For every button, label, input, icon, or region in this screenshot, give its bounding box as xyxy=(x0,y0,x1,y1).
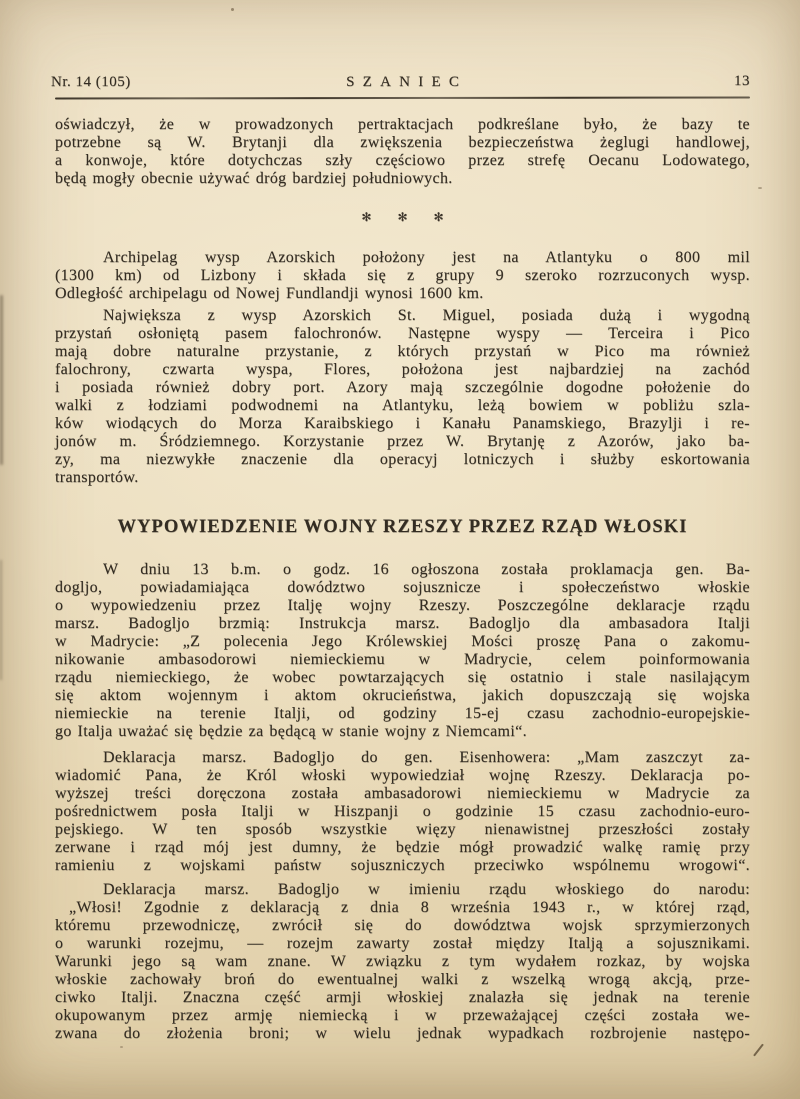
text-line: jonów m. Śródziemnego. Korzystanie przez W. Brytanję z Azorów, jako ba- xyxy=(55,433,750,450)
text-line: Deklaracja marsz. Badogljo do gen. Eisenhowera: „Mam zaszczyt za- xyxy=(103,749,750,766)
scan-smudge xyxy=(0,295,3,465)
header-rule xyxy=(55,97,750,100)
text-line: o warunki rozejmu, — rozejm zawarty został między Italją a sojusznikami. xyxy=(55,935,750,952)
page-content xyxy=(51,0,750,1043)
text-line: (1300 km) od Lizbony i składa się z grupy 9 szeroko rozrzuconych wysp. xyxy=(55,267,750,284)
text-line: wyższej treści doręczona została ambasadorowi niemieckiemu w Madrycie za xyxy=(55,785,750,802)
text-line: Największa z wysp Azorskich St. Miguel, posiada dużą i wygodną xyxy=(103,307,750,324)
text-line: Archipelag wysp Azorskich położony jest na Atlantyku o 800 mil xyxy=(103,249,750,266)
text-line: ków wiodących do Morza Karaibskiego i Kanału Panamskiego, Brazylji i re- xyxy=(55,415,750,432)
text-line: Deklaracja marsz. Badogljo w imieniu rządu włoskiego do narodu: xyxy=(103,881,750,898)
text-line: zwana do złożenia broni; w wielu jednak wypadkach rozbrojenie następo- xyxy=(55,1025,750,1042)
paper-speck xyxy=(758,187,762,189)
text-line: któremu przewodniczę, zwrócił się do dowództwa wojsk sprzymierzonych xyxy=(55,917,750,934)
text-line: dogljo, powiadamiająca dowództwo sojusznicze i społeczeństwo włoskie xyxy=(55,579,750,596)
body-paragraph xyxy=(55,899,750,1043)
text-line: okupowanym przez armję niemiecką i w przeważającej części została we- xyxy=(55,1007,750,1024)
text-line: nikowanie ambasodorowi niemieckiemu w Madrycie, celem poinformowania xyxy=(55,651,750,668)
body-paragraph xyxy=(55,116,750,188)
article-body xyxy=(55,116,750,1043)
issue-number: Nr. 14 (105) xyxy=(51,74,131,90)
text-line: mają dobre naturalne przystanie, z których przystań w Pico ma również xyxy=(55,343,750,360)
text-line: Warunki jego są wam znane. W związku z tym wydałem rozkaz, by wojska xyxy=(55,953,750,970)
text-line: falochrony, czwarta wyspa, Flores, położona jest najbardziej na zachód xyxy=(55,361,750,378)
text-line: ramieniu z wojskami państw sojuszniczych przeciwko wspólnemu wrogowi“. xyxy=(55,857,750,874)
text-line: rządu niemieckiego, że wobec powtarzających się ostatnio i stale nasilającym xyxy=(55,669,750,686)
text-line: przystań osłoniętą pasem falochronów. Następne wyspy — Terceira i Pico xyxy=(55,325,750,342)
pen-mark xyxy=(753,1043,764,1056)
text-line: wiadomić Pana, że Król włoski wypowiedział wojnę Rzeszy. Deklaracja po- xyxy=(55,767,750,784)
text-line: niemieckie na terenie Italji, od godziny 15-ej czasu zachodnio-europejskie- xyxy=(55,705,750,722)
text-line: o wypowiedzeniu przez Italję wojny Rzeszy. Poszczególne deklaracje rządu xyxy=(55,597,750,614)
asterisk-icon: ✻ xyxy=(433,210,444,224)
text-line: ciwko Italji. Znaczna część armji włoskiej znalazła się jednak na terenie xyxy=(55,989,750,1006)
text-line: oświadczył, że w prowadzonych pertraktacjach podkreślane było, że bazy te xyxy=(55,116,750,133)
text-line: i posiada również dobry port. Azory mają szczególnie dogodne położenie do xyxy=(55,379,750,396)
text-line: Odległość archipelagu od Nowej Fundlandji wynosi 1600 km. xyxy=(55,285,484,302)
body-paragraph xyxy=(55,249,750,303)
text-line: będą mogły obecnie używać dróg bardziej południowych. xyxy=(55,170,453,187)
text-line: „Włosi! Zgodnie z deklaracją z dnia 8 września 1943 r., w której rząd, xyxy=(69,899,750,916)
text-line: potrzebne są W. Brytanji dla zwiększenia bezpieczeństwa żeglugi handlowej, xyxy=(55,134,750,151)
text-line: się aktom wojennym i aktom okrucieństwa, jakich dopuszczają się wojska xyxy=(55,687,750,704)
section-heading: WYPOWIEDZENIE WOJNY RZESZY PRZEZ RZĄD WŁOSKI xyxy=(117,517,688,537)
body-paragraph xyxy=(55,307,750,487)
body-paragraph xyxy=(55,749,750,875)
page-number: 13 xyxy=(734,73,750,89)
text-line: W dniu 13 b.m. o godz. 16 ogłoszona została proklamacja gen. Ba- xyxy=(103,561,750,578)
scan-smudge xyxy=(0,560,2,680)
text-line: transportów. xyxy=(55,469,139,486)
asterisk-icon: ✻ xyxy=(361,210,372,224)
masthead-title: SZANIEC xyxy=(346,74,468,90)
paper-speck xyxy=(120,1046,123,1048)
text-line: zerwane i rząd mój jest dumny, że będzie mógł prowadzić walkę ramię przy xyxy=(55,839,750,856)
text-line: go Italja uważać się będzie za będącą w stanie wojny z Niemcami“. xyxy=(55,723,527,740)
asterisk-separator xyxy=(55,210,750,224)
text-line: w Madrycie: „Z polecenia Jego Królewskiej Mości proszę Pana o zakomu- xyxy=(55,633,750,650)
text-line: pejskiego. W ten sposób wszystkie więzy nienawistnej przeszłości zostały xyxy=(55,821,750,838)
text-line: a konwoje, które dotychczas szły częściowo przez strefę Oecanu Lodowatego, xyxy=(55,152,750,169)
text-line: pośrednictwem posła Italji w Hiszpanji o godzinie 15 czasu zachodnio-euro- xyxy=(55,803,750,820)
text-line: włoskie zachowały broń do ewentualnej walki z wszelką wrogą akcją, prze- xyxy=(55,971,750,988)
body-paragraph xyxy=(55,561,750,741)
asterisk-icon: ✻ xyxy=(397,210,408,224)
text-line: zy, ma niezwykłe znaczenie dla operacyj lotniczych i służby eskortowania xyxy=(55,451,750,468)
text-line: walki z łodziami podwodnemi na Atlantyku, leżą bowiem w pobliżu szla- xyxy=(55,397,750,414)
body-paragraph xyxy=(55,881,750,899)
text-line: marsz. Badogljo brzmią: Instrukcja marsz. Badogljo dla ambasadora Italji xyxy=(55,615,750,632)
page-header xyxy=(51,73,750,94)
